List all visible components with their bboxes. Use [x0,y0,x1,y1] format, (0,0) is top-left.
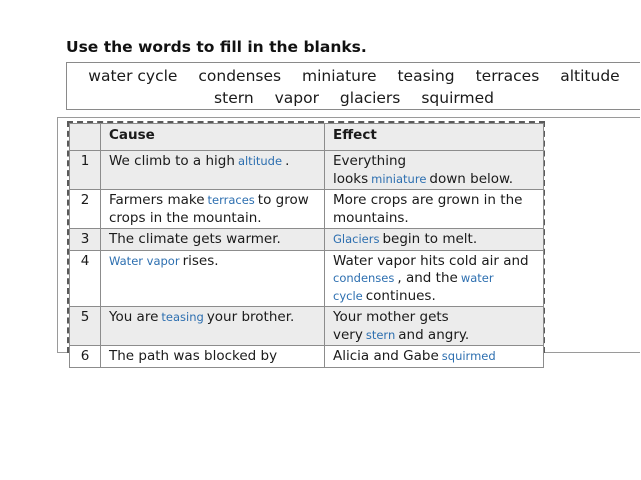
table-row [70,250,544,307]
row-number: 2 [70,190,101,229]
effect-text: Alicia and Gabe [333,348,439,364]
word-bank-word: teasing [397,67,455,85]
effect-text: Everything looks [333,153,407,187]
cause-text: . [285,153,290,169]
cause-effect-table [69,123,544,368]
effect-text: , and the [397,270,458,286]
filled-answer: condenses [333,271,395,285]
table-row [70,151,544,190]
effect-cell [325,250,544,307]
word-bank-word: squirmed [421,89,494,107]
word-bank-word: miniature [302,67,377,85]
effect-text: and angry. [398,326,470,343]
table-row [70,190,544,229]
effect-text: continues. [365,287,436,304]
row-number: 5 [70,307,101,346]
filled-answer: altitude [237,154,283,168]
cause-cell [101,250,325,307]
word-bank-word: stern [214,89,254,107]
instruction-heading: Use the words to fill in the blanks. [66,38,367,56]
table-row [70,229,544,251]
filled-answer: terraces [207,193,255,207]
cause-text: We climb to a high [109,153,235,169]
cause-effect-table-frame [67,121,545,364]
cause-text: rises. [182,252,219,269]
cause-text: to grow crops in the mountain. [109,192,309,226]
word-bank [66,62,640,110]
word-bank-word: altitude [560,67,620,85]
cause-cell [101,229,325,251]
effect-cell [325,346,544,368]
effect-text: More crops are grown in the mountains. [333,192,523,226]
cause-text: The path was blocked by [109,348,278,364]
word-bank-word: water cycle [88,67,178,85]
filled-answer: Water vapor [109,253,180,268]
cause-cell [101,307,325,346]
filled-answer: teasing [161,310,204,324]
header-effect: Effect [325,124,544,151]
row-number: 3 [70,229,101,251]
word-bank-word: condenses [198,67,282,85]
table-header-row [70,124,544,151]
effect-cell [325,229,544,251]
cause-cell [101,346,325,368]
table-row [70,307,544,346]
filled-answer: Glaciers [333,232,380,246]
header-num [70,124,101,151]
filled-answer: squirmed [441,349,496,363]
cause-text: You are [109,309,159,325]
word-bank-word: terraces [475,67,540,85]
row-number: 6 [70,346,101,368]
effect-text: Your mother gets very [333,309,449,343]
row-number: 4 [70,250,101,307]
word-bank-word: vapor [274,89,319,107]
row-number: 1 [70,151,101,190]
header-cause: Cause [101,124,325,151]
filled-answer: water cycle [333,271,494,303]
cause-cell [101,151,325,190]
cause-text: Farmers make [109,192,205,208]
effect-cell [325,190,544,229]
word-bank-line-2 [67,89,641,107]
filled-answer: miniature [371,171,427,186]
effect-text: Water vapor hits cold air and [333,252,529,269]
filled-answer: stern [365,327,396,342]
effect-text: begin to melt. [382,231,478,247]
effect-text: down below. [429,170,514,187]
cause-cell [101,190,325,229]
cause-text: your brother. [206,309,295,325]
word-bank-line-1 [67,67,641,85]
table-row [70,346,544,368]
word-bank-word: glaciers [339,89,401,107]
effect-cell [325,151,544,190]
cause-text: The climate gets warmer. [109,231,281,247]
effect-cell [325,307,544,346]
